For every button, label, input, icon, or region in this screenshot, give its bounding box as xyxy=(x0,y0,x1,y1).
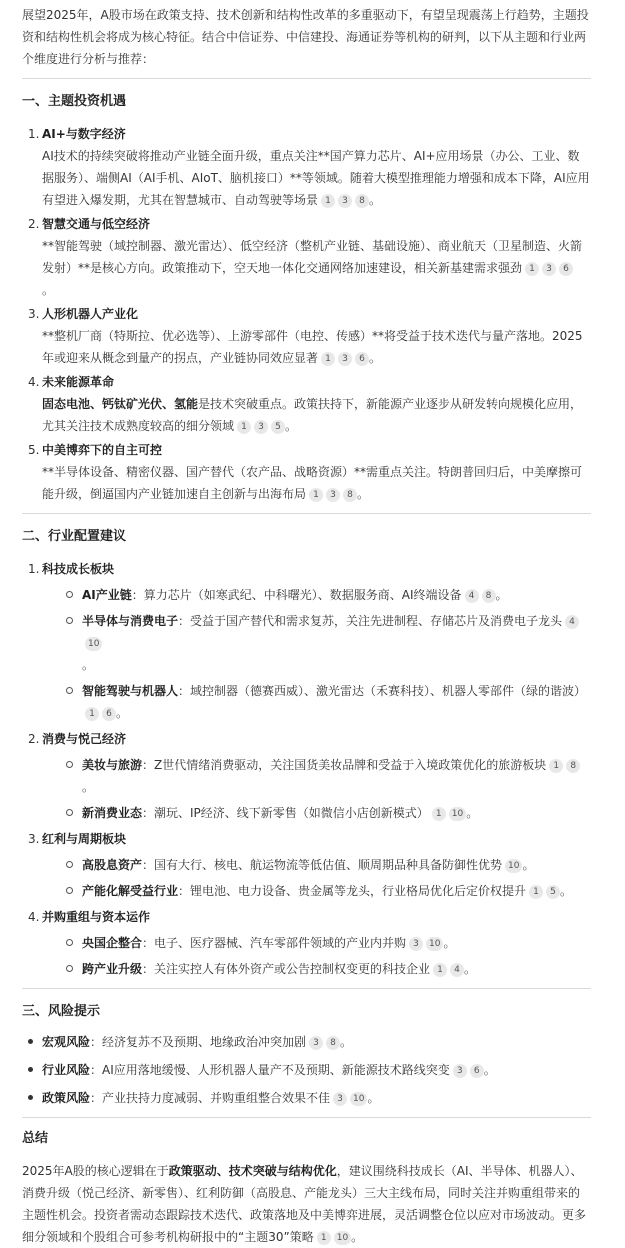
summary-text: 2025年A股的核心逻辑在于 xyxy=(22,1164,169,1178)
citation-badge[interactable]: 3 xyxy=(338,194,352,208)
item-title: 并购重组与资本运作 xyxy=(42,910,151,924)
citation-badge[interactable]: 10 xyxy=(505,859,522,873)
item-body xyxy=(42,393,591,437)
punctuation: 。 xyxy=(82,780,95,794)
punctuation: 。 xyxy=(42,283,55,297)
citation-badge[interactable]: 6 xyxy=(355,352,369,366)
citation-badge[interactable]: 1 xyxy=(85,707,99,721)
punctuation: 。 xyxy=(466,806,479,820)
sub-item xyxy=(62,754,591,798)
item-number: 5. xyxy=(28,443,40,457)
item-body xyxy=(42,461,591,505)
sub-list xyxy=(42,854,591,902)
punctuation: 。 xyxy=(369,193,382,207)
citation-badge[interactable]: 4 xyxy=(450,963,464,977)
sub-item-text: ：算力芯片（如寒武纪、中科曙光）、数据服务商、AI终端设备 xyxy=(131,588,462,602)
item-number: 3. xyxy=(28,832,40,846)
summary-paragraph xyxy=(22,1160,591,1248)
citation-badge[interactable]: 10 xyxy=(350,1092,367,1106)
citation-badge[interactable]: 3 xyxy=(542,262,556,276)
citation-badge[interactable]: 3 xyxy=(309,1036,323,1050)
item-number: 1. xyxy=(28,562,40,576)
section-heading: 三、风险提示 xyxy=(22,1004,101,1019)
sub-item-label: 半导体与消费电子 xyxy=(82,614,179,628)
divider xyxy=(22,78,591,79)
sub-item-text: ：受益于国产替代和需求复苏，关注先进制程、存储芯片及消费电子龙头 xyxy=(178,614,563,628)
risk-label: 宏观风险 xyxy=(42,1035,91,1049)
punctuation: 。 xyxy=(464,962,477,976)
risk-list xyxy=(22,1031,591,1109)
citation-badge[interactable]: 8 xyxy=(343,488,357,502)
sub-item xyxy=(62,932,591,954)
sub-item-label: 跨产业升级 xyxy=(82,962,143,976)
punctuation: 。 xyxy=(285,419,298,433)
sub-item-text: ：锂电池、电力设备、贵金属等龙头，行业格局优化后定价权提升 xyxy=(178,884,527,898)
citation-badge[interactable]: 1 xyxy=(549,759,563,773)
citation-badge[interactable]: 3 xyxy=(453,1064,467,1078)
item-bold-text: 固态电池、钙钛矿光伏、氢能 xyxy=(42,397,199,411)
punctuation: 。 xyxy=(367,1091,380,1105)
punctuation: 。 xyxy=(495,588,508,602)
sub-item xyxy=(62,584,591,606)
divider xyxy=(22,988,591,989)
section-heading: 一、主题投资机遇 xyxy=(22,94,127,109)
citation-badge[interactable]: 5 xyxy=(271,420,285,434)
citation-badge[interactable]: 1 xyxy=(432,807,446,821)
item-title: 未来能源革命 xyxy=(42,375,115,389)
citation-badge[interactable]: 3 xyxy=(338,352,352,366)
section-industry-allocation xyxy=(22,524,591,980)
industry-list xyxy=(22,558,591,980)
punctuation: 。 xyxy=(116,706,129,720)
section-risk-warnings xyxy=(22,999,591,1109)
citation-badge[interactable]: 10 xyxy=(426,937,443,951)
punctuation: 。 xyxy=(369,351,382,365)
item-title: 科技成长板块 xyxy=(42,562,115,576)
item-number: 2. xyxy=(28,217,40,231)
citation-badge[interactable]: 5 xyxy=(546,885,560,899)
sub-item-label: 产能化解受益行业 xyxy=(82,884,179,898)
punctuation: 。 xyxy=(82,658,95,672)
sub-item xyxy=(62,958,591,980)
citation-badge[interactable]: 3 xyxy=(409,937,423,951)
item-text: **整机厂商（特斯拉、优必选等）、上游零部件（电控、传感）**将受益于技术迭代与量产落地。2025年或迎来从概念到量产的拐点，产业链协同效应显著 xyxy=(42,329,583,365)
item-number: 1. xyxy=(28,127,40,141)
punctuation: 。 xyxy=(443,936,456,950)
list-item xyxy=(22,371,591,437)
citation-badge[interactable]: 10 xyxy=(334,1231,351,1245)
citation-badge[interactable]: 10 xyxy=(85,637,102,651)
punctuation: 。 xyxy=(522,858,535,872)
item-number: 4. xyxy=(28,910,40,924)
summary-heading: 总结 xyxy=(22,1131,49,1146)
item-title: 智慧交通与低空经济 xyxy=(42,217,151,231)
citation-badge[interactable]: 1 xyxy=(321,194,335,208)
divider xyxy=(22,513,591,514)
list-item xyxy=(22,213,591,301)
citation-badge[interactable]: 3 xyxy=(333,1092,347,1106)
summary-text: ，建议围绕科技成长（AI、半导体、机器人）、消费升级（悦己经济、新零售）、红利防御（高股息、产能龙头）三大主线布局，同时关注并购重组带来的主题性机会。投资者需动态跟踪技术迭代、政策落地及中美博弈进展，灵活调整仓位以应对市场波动。更多细分领域和个股组合可参考机构研报中的“主题30”策略 xyxy=(22,1164,587,1244)
citation-badge[interactable]: 4 xyxy=(465,589,479,603)
theme-list xyxy=(22,123,591,505)
list-item xyxy=(22,1059,591,1081)
section-summary xyxy=(22,1128,591,1248)
citation-badge[interactable]: 1 xyxy=(237,420,251,434)
citation-badge[interactable]: 1 xyxy=(321,352,335,366)
list-item xyxy=(22,728,591,824)
list-item xyxy=(22,1087,591,1109)
punctuation: 。 xyxy=(340,1035,353,1049)
sub-item xyxy=(62,610,591,676)
divider xyxy=(22,1117,591,1118)
citation-badge[interactable]: 8 xyxy=(566,759,580,773)
section-heading: 二、行业配置建议 xyxy=(22,529,127,544)
risk-label: 政策风险 xyxy=(42,1091,91,1105)
sub-item xyxy=(62,680,591,724)
risk-text: ：经济复苏不及预期、地缘政治冲突加剧 xyxy=(90,1035,307,1049)
summary-bold-text: 政策驱动、技术突破与结构优化 xyxy=(168,1164,337,1178)
list-item xyxy=(22,906,591,980)
sub-list xyxy=(42,584,591,724)
item-title: 人形机器人产业化 xyxy=(42,307,139,321)
item-number: 2. xyxy=(28,732,40,746)
citation-badge[interactable]: 3 xyxy=(326,488,340,502)
list-item xyxy=(22,123,591,211)
citation-badge[interactable]: 10 xyxy=(449,807,466,821)
item-number: 4. xyxy=(28,375,40,389)
intro-paragraph: 展望2025年，A股市场在政策支持、技术创新和结构性改革的多重驱动下，有望呈现震荡上行趋势，主题投资和结构性机会将成为核心特征。结合中信证券、中信建投、海通证券等机构的研判，以下从主题和行业两个维度进行分析与推荐： xyxy=(22,8,589,66)
sub-list xyxy=(42,932,591,980)
citation-badge[interactable]: 1 xyxy=(309,488,323,502)
list-item xyxy=(22,558,591,724)
risk-text: ：AI应用落地缓慢、人形机器人量产不及预期、新能源技术路线突变 xyxy=(90,1063,450,1077)
list-item xyxy=(22,439,591,505)
risk-label: 行业风险 xyxy=(42,1063,91,1077)
citation-badge[interactable]: 8 xyxy=(355,194,369,208)
sub-item-text: ：关注实控人有体外资产或公告控制权变更的科技企业 xyxy=(142,962,431,976)
citation-badge[interactable]: 1 xyxy=(433,963,447,977)
sub-item-text: ：Z世代情绪消费驱动，关注国货美妆品牌和受益于入境政策优化的旅游板块 xyxy=(142,758,547,772)
citation-badge[interactable]: 3 xyxy=(254,420,268,434)
item-text: **半导体设备、精密仪器、国产替代（农产品、战略资源）**需重点关注。特朗普回归后，中美摩擦可能升级，倒逼国内产业链加速自主创新与出海布局 xyxy=(42,465,583,501)
sub-item xyxy=(62,880,591,902)
sub-item-text: ：国有大行、核电、航运物流等低估值、顺周期品种具备防御性优势 xyxy=(142,858,503,872)
item-title: AI+与数字经济 xyxy=(42,127,126,141)
item-title: 中美博弈下的自主可控 xyxy=(42,443,163,457)
item-text: AI技术的持续突破将推动产业链全面升级，重点关注**国产算力芯片、AI+应用场景（办公、工业、数据服务）、端侧AI（AI手机、AIoT、脑机接口）**等领域。随着大模型推理能力增强和成本下降，AI应用有望进入爆发期，尤其在智慧城市、自动驾驶等场景 xyxy=(42,149,590,207)
citation-badge[interactable]: 6 xyxy=(102,707,116,721)
sub-item-label: AI产业链 xyxy=(82,588,132,602)
citation-badge[interactable]: 6 xyxy=(470,1064,484,1078)
sub-item-text: ：潮玩、IP经济、线下新零售（如微信小店创新模式） xyxy=(142,806,429,820)
sub-item-label: 高股息资产 xyxy=(82,858,143,872)
citation-badge[interactable]: 8 xyxy=(326,1036,340,1050)
sub-item-label: 新消费业态 xyxy=(82,806,143,820)
item-title: 红利与周期板块 xyxy=(42,832,127,846)
item-text: **智能驾驶（域控制器、激光雷达）、低空经济（整机产业链、基础设施）、商业航天（卫星制造、火箭发射）**是核心方向。政策推动下，空天地一体化交通网络加速建设，相关新基建需求强劲 xyxy=(42,239,583,275)
sub-item-text: ：电子、医疗器械、汽车零部件领域的产业内并购 xyxy=(142,936,407,950)
sub-item-label: 美妆与旅游 xyxy=(82,758,143,772)
item-body xyxy=(42,235,591,301)
punctuation: 。 xyxy=(483,1063,496,1077)
item-number: 3. xyxy=(28,307,40,321)
sub-item-label: 智能驾驶与机器人 xyxy=(82,684,179,698)
sub-item-text: ：域控制器（德赛西威）、激光雷达（禾赛科技）、机器人零部件（绿的谐波） xyxy=(178,684,587,698)
list-item xyxy=(22,1031,591,1053)
punctuation: 。 xyxy=(351,1230,364,1244)
citation-badge[interactable]: 1 xyxy=(317,1231,331,1245)
list-item xyxy=(22,303,591,369)
punctuation: 。 xyxy=(357,487,370,501)
citation-badge[interactable]: 8 xyxy=(482,589,496,603)
sub-list xyxy=(42,754,591,824)
item-title: 消费与悦己经济 xyxy=(42,732,127,746)
sub-item xyxy=(62,854,591,876)
citation-badge[interactable]: 1 xyxy=(529,885,543,899)
section-theme-opportunities xyxy=(22,89,591,505)
sub-item xyxy=(62,802,591,824)
list-item xyxy=(22,828,591,902)
item-body xyxy=(42,145,591,211)
sub-item-label: 央国企整合 xyxy=(82,936,143,950)
citation-badge[interactable]: 6 xyxy=(559,262,573,276)
risk-text: ：产业扶持力度减弱、并购重组整合效果不佳 xyxy=(90,1091,331,1105)
citation-badge[interactable]: 4 xyxy=(565,615,579,629)
punctuation: 。 xyxy=(560,884,573,898)
item-text: 是技术突破重点。政策扶持下，新能源产业逐步从研发转向规模化应用，尤其关注技术成熟度较高的细分领域 xyxy=(42,397,583,433)
item-body xyxy=(42,325,591,369)
citation-badge[interactable]: 1 xyxy=(525,262,539,276)
